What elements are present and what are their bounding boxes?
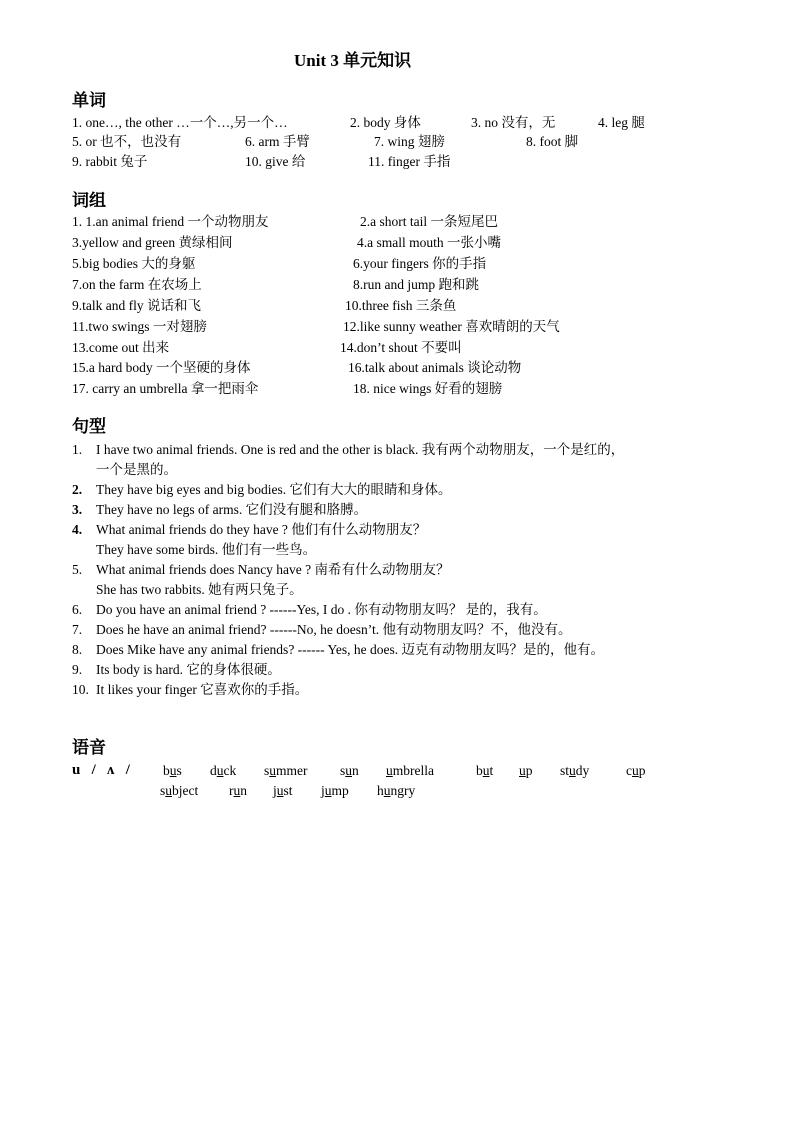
phonics-word: just [273, 783, 293, 798]
sentence-text: Does Mike have any animal friends? ------ Yes, he does. 迈克有动物朋友吗？是的，他有。 [96, 642, 605, 657]
phrase-item: 4.a small mouth 一张小嘴 [357, 235, 501, 250]
sentence-number: 1. [72, 442, 83, 457]
phonics-word: run [229, 783, 247, 798]
phonics-word: bus [163, 763, 182, 778]
phrase-item: 17. carry an umbrella 拿一把雨伞 [72, 381, 259, 396]
vocab-item: 2. body 身体 [350, 115, 421, 130]
sentences-heading: 句型 [72, 417, 106, 436]
phrase-item: 8.run and jump 跑和跳 [353, 277, 479, 292]
phrase-item: 2.a short tail 一条短尾巴 [360, 214, 498, 229]
phonics-word: jump [321, 783, 349, 798]
sentence-text: What animal friends do they have ? 他们有什么动物朋友？ [96, 522, 427, 537]
sentence-text: Its body is hard. 它的身体很硬。 [96, 662, 281, 677]
phrase-item: 18. nice wings 好看的翅膀 [353, 381, 503, 396]
vocab-item: 3. no 没有，无 [471, 115, 556, 130]
phrases-heading: 词组 [72, 191, 106, 210]
sentence-text: Does he have an animal friend? ------No, he doesn’t. 他有动物朋友吗？不，他没有。 [96, 622, 572, 637]
phonics-word: up [519, 763, 533, 778]
sentence-number: 10. [72, 682, 89, 697]
phonics-word: study [560, 763, 590, 778]
vocab-item: 6. arm 手臂 [245, 134, 310, 149]
phrase-item: 13.come out 出来 [72, 340, 170, 355]
phonics-word: umbrella [386, 763, 434, 778]
sentence-text: Do you have an animal friend ? ------Yes, I do . 你有动物朋友吗？ 是的，我有。 [96, 602, 547, 617]
sentence-text: She has two rabbits. 她有两只兔子。 [96, 582, 303, 597]
sentence-text: They have some birds. 他们有一些鸟。 [96, 542, 317, 557]
phrase-item: 15.a hard body 一个坚硬的身体 [72, 360, 251, 375]
sentence-number: 5. [72, 562, 83, 577]
vocab-item: 9. rabbit 兔子 [72, 154, 148, 169]
vocab-item: 10. give 给 [245, 154, 306, 169]
phonics-word: sun [340, 763, 359, 778]
sentence-number: 6. [72, 602, 83, 617]
phonics-word: summer [264, 763, 308, 778]
vocab-item: 8. foot 脚 [526, 134, 579, 149]
sentence-number: 7. [72, 622, 83, 637]
phrase-item: 14.don’t shout 不要叫 [340, 340, 462, 355]
sentence-number: 9. [72, 662, 83, 677]
phrase-item: 16.talk about animals 谈论动物 [348, 360, 522, 375]
phrase-item: 12.like sunny weather 喜欢晴朗的天气 [343, 319, 560, 334]
sentence-text: What animal friends does Nancy have ? 南希有什么动物朋友？ [96, 562, 450, 577]
sentence-text: It likes your finger 它喜欢你的手指。 [96, 682, 309, 697]
vocab-item: 7. wing 翅膀 [374, 134, 445, 149]
vocab-item: 5. or 也不，也没有 [72, 134, 182, 149]
sentence-text: I have two animal friends. One is red and the other is black. 我有两个动物朋友，一个是红的， [96, 442, 625, 457]
vocab-heading: 单词 [72, 91, 106, 110]
phrase-item: 10.three fish 三条鱼 [345, 298, 457, 313]
phrase-item: 6.your fingers 你的手指 [353, 256, 487, 271]
phonics-word: duck [210, 763, 237, 778]
sentence-number: 8. [72, 642, 83, 657]
phrase-item: 1. 1.an animal friend 一个动物朋友 [72, 214, 269, 229]
phonics-symbol: u / ʌ / [72, 762, 130, 778]
phonics-heading: 语音 [72, 738, 106, 757]
sentence-number: 2. [72, 482, 83, 497]
phonics-word: hungry [377, 783, 416, 798]
phonics-word: cup [626, 763, 646, 778]
sentence-text: 一个是黑的。 [96, 462, 177, 477]
phonics-word: but [476, 763, 494, 778]
sentence-text: They have big eyes and big bodies. 它们有大大的眼睛和身体。 [96, 482, 452, 497]
sentence-text: They have no legs of arms. 它们没有腿和胳膊。 [96, 502, 368, 517]
vocab-item: 4. leg 腿 [598, 115, 645, 130]
vocab-item: 1. one…, the other …一个…,另一个… [72, 115, 288, 130]
page-title: Unit 3 单元知识 [294, 51, 412, 70]
vocab-item: 11. finger 手指 [368, 154, 451, 169]
phrase-item: 11.two swings 一对翅膀 [72, 319, 207, 334]
phrase-item: 7.on the farm 在农场上 [72, 277, 202, 292]
sentence-number: 4. [72, 522, 83, 537]
phrase-item: 3.yellow and green 黄绿相间 [72, 235, 233, 250]
phonics-word: subject [160, 783, 199, 798]
sentence-number: 3. [72, 502, 83, 517]
phrase-item: 5.big bodies 大的身躯 [72, 256, 196, 271]
phrase-item: 9.talk and fly 说话和飞 [72, 298, 201, 313]
